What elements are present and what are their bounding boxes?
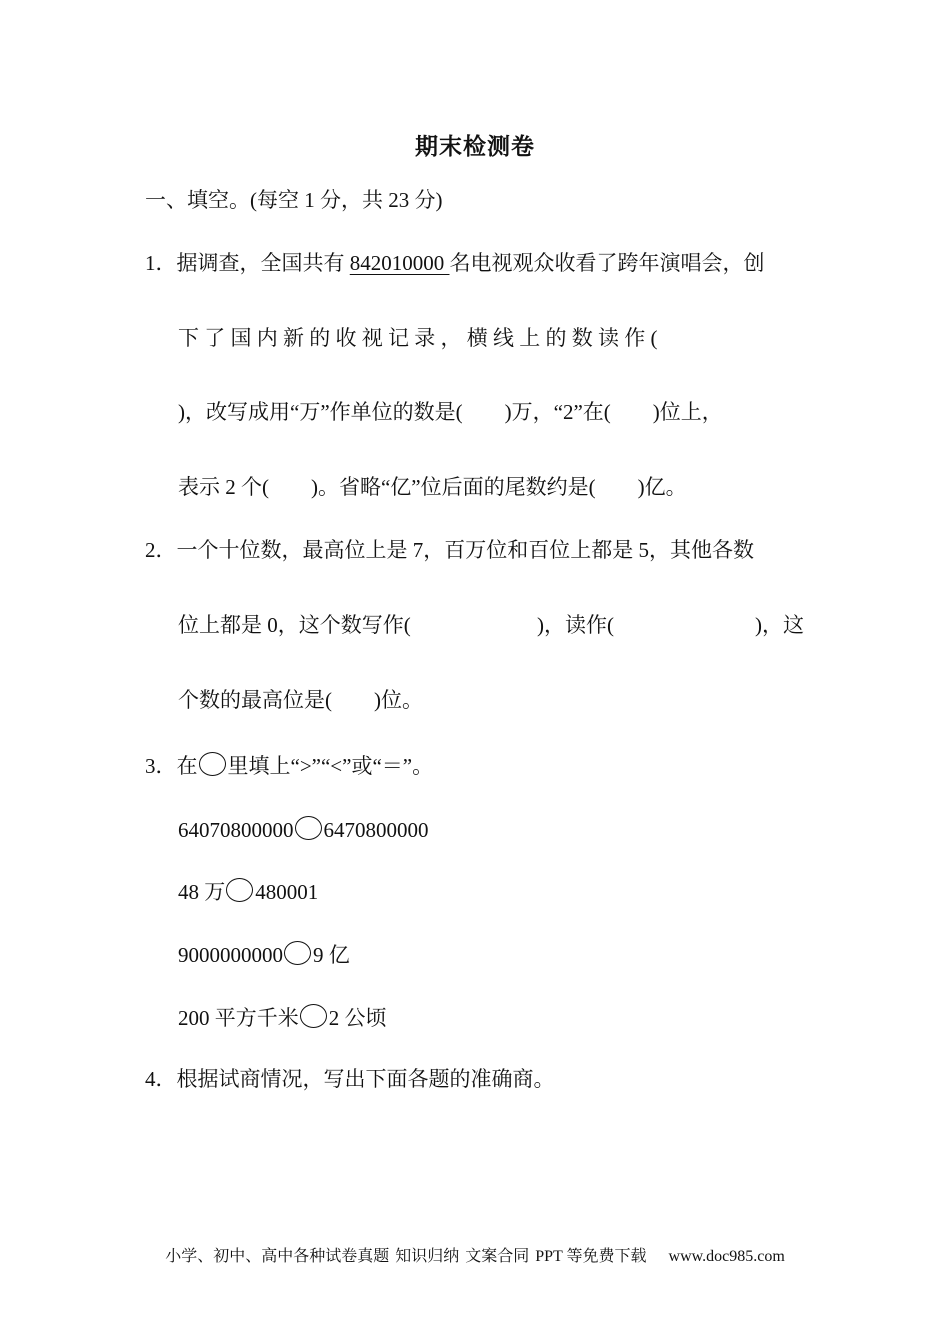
question-text: 名电视观众收看了跨年演唱会，创 [449,251,765,275]
question-text: 一个十位数，最高位上是 7，百万位和百位上都是 5，其他各数 [176,538,754,562]
compare-item-4 [178,1004,387,1029]
compare-circle[interactable] [295,816,322,840]
compare-left: 9000000000 [178,943,283,967]
compare-circle [199,752,226,776]
question-3-line-1 [145,752,433,777]
question-number: 4． [145,1067,177,1091]
compare-circle[interactable] [284,941,311,965]
question-2-line-2a: 位上都是 0，这个数写作( [178,613,411,637]
compare-right: 9 亿 [313,943,350,967]
question-2-line-3: 个数的最高位是( )位。 [178,688,423,712]
question-number: 3． [145,754,177,778]
question-1-line-3: )，改写成用“万”作单位的数是( )万，“2”在( )位上， [178,400,723,424]
underlined-number: 842010000 [349,251,450,275]
question-2-line-2c: )，这 [755,613,804,637]
section-heading: 一、填空。(每空 1 分，共 23 分) [145,188,443,212]
question-number: 2． [145,538,177,562]
compare-left: 200 平方千米 [178,1006,299,1030]
footer-text: 小学、初中、高中各种试卷真题 [165,1248,390,1265]
question-4-line-1 [145,1069,555,1090]
question-2-line-1 [145,540,754,561]
compare-item-2 [178,878,318,903]
footer-text: PPT 等免费下载 [535,1248,647,1265]
compare-right: 6470800000 [323,818,429,842]
question-text: 据调查，全国共有 [176,251,350,275]
footer-text: 知识归纳 [395,1248,460,1265]
page-footer [0,1249,950,1265]
question-text: 在 [176,754,198,778]
question-1-line-2: 下 了 国 内 新 的 收 视 记 录 ， 横 线 上 的 数 读 作 ( [178,326,658,350]
question-number: 1． [145,251,177,275]
compare-left: 48 万 [178,880,226,904]
question-text: 里填上“>”“<”或“＝”。 [227,754,434,778]
question-2-line-2b: )，读作( [537,613,614,637]
compare-circle[interactable] [226,878,253,902]
compare-circle[interactable] [300,1004,327,1028]
question-1-line-1 [145,253,765,274]
page-title: 期末检测卷 [415,134,535,160]
compare-right: 2 公顷 [328,1006,387,1030]
compare-left: 64070800000 [178,818,294,842]
question-1-line-4: 表示 2 个( )。省略“亿”位后面的尾数约是( )亿。 [178,475,687,499]
footer-website[interactable]: www.doc985.com [668,1248,785,1265]
compare-right: 480001 [255,880,319,904]
compare-item-1 [178,816,429,841]
question-text: 根据试商情况，写出下面各题的准确商。 [176,1067,555,1091]
compare-item-3 [178,941,350,966]
footer-text: 文案合同 [465,1248,530,1265]
